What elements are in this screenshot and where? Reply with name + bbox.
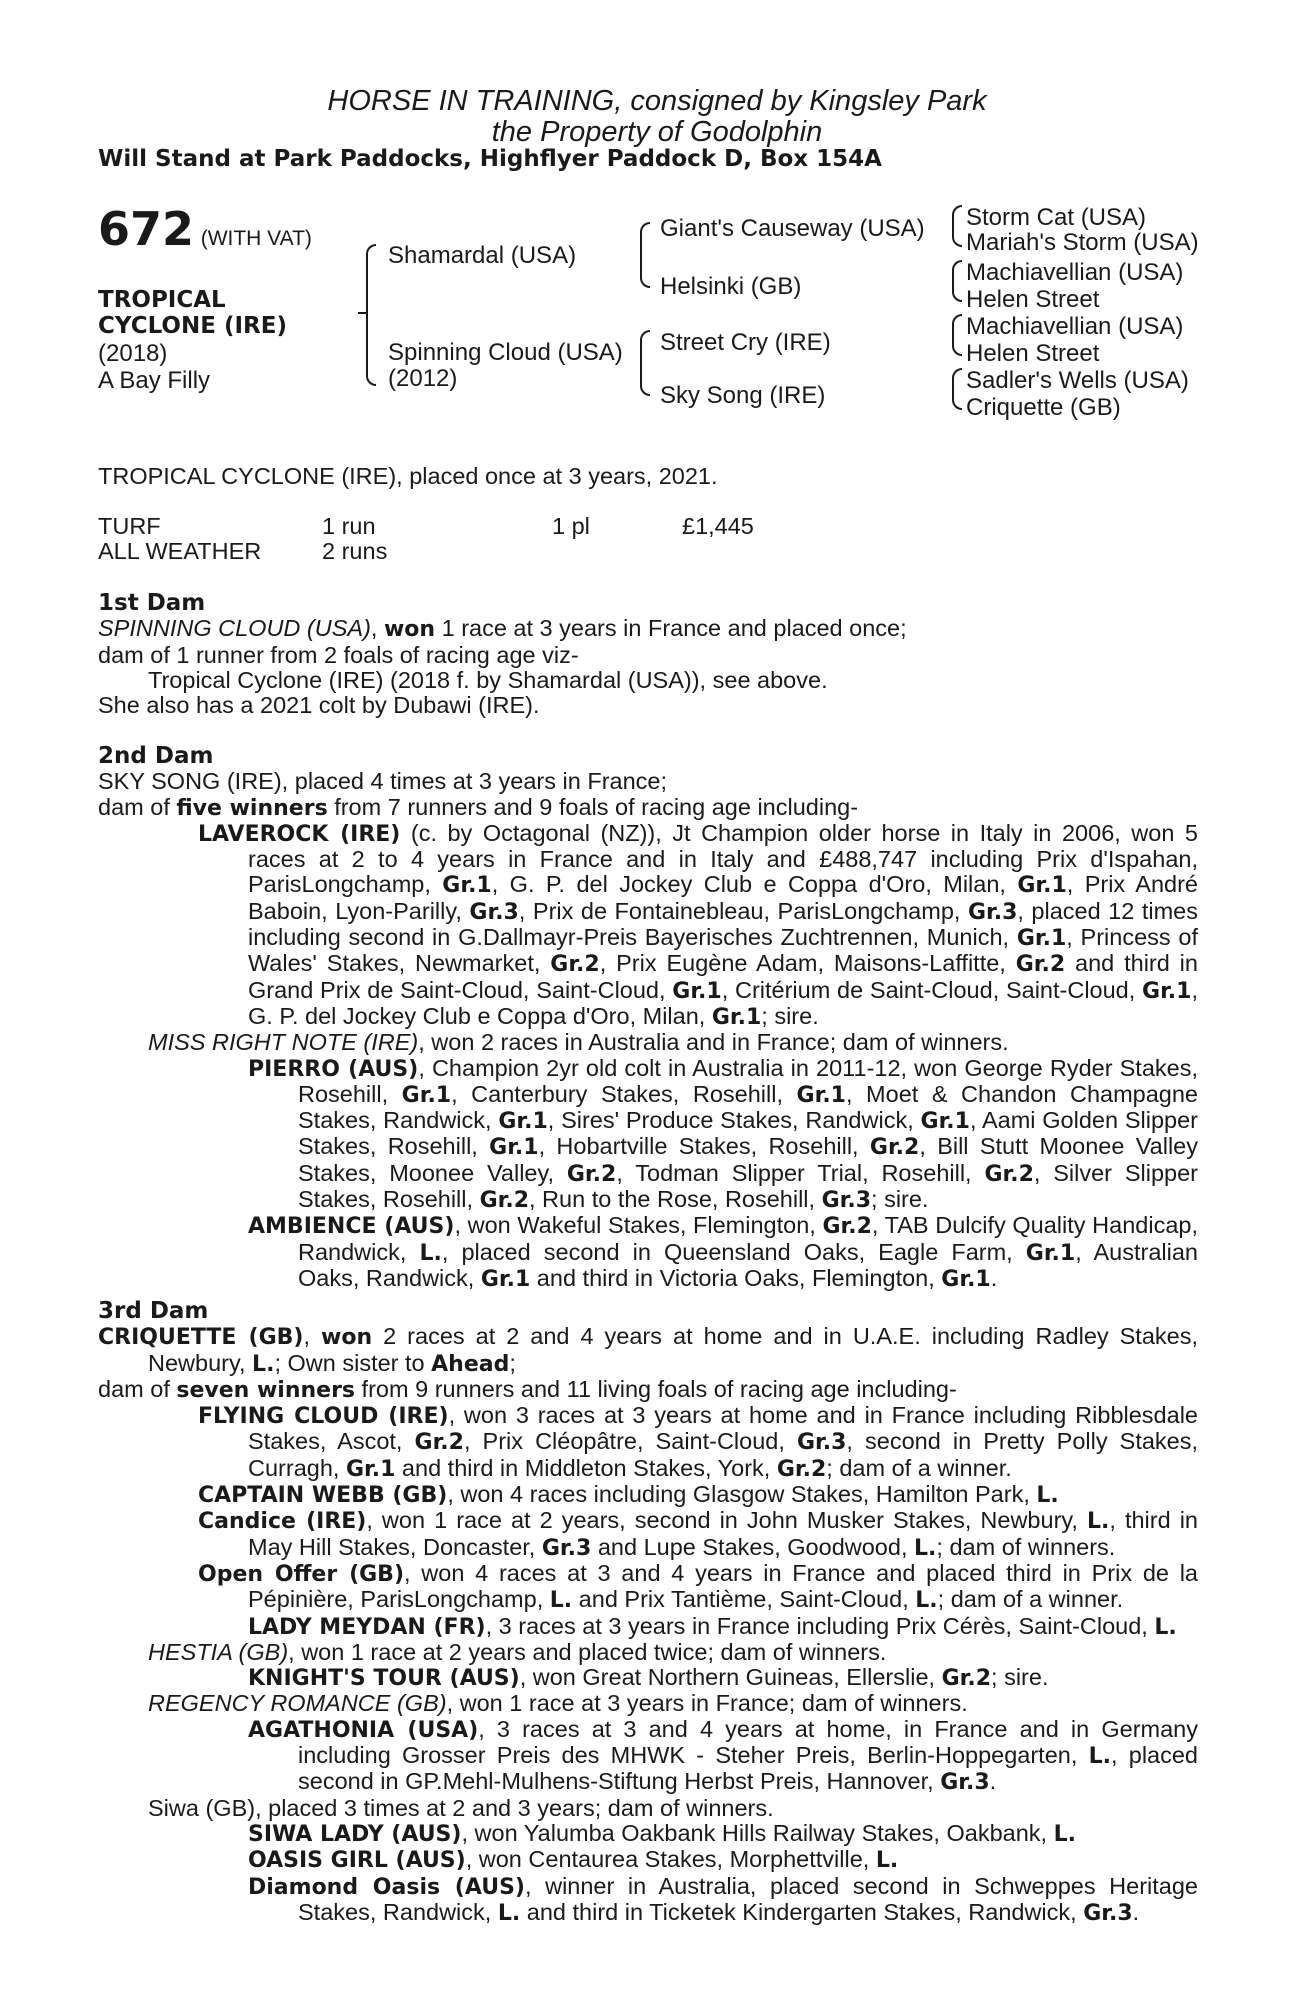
text-run: . xyxy=(989,1768,997,1795)
text-run: Gr.3 xyxy=(967,899,1018,925)
text-run: Gr.2 xyxy=(414,1430,464,1456)
pedigree-brace-dam xyxy=(640,330,650,396)
text-run: Gr.1 xyxy=(941,1266,991,1292)
text-run: ; dam of a winner. xyxy=(937,1586,1124,1613)
grandparent-2: Mariah's Storm (USA) xyxy=(966,229,1199,256)
text-run: ; Own sister to xyxy=(274,1349,432,1376)
agathonia-entry xyxy=(98,1717,1198,1796)
grandparent-3: Machiavellian (USA) xyxy=(966,259,1184,286)
text-run: Gr.2 xyxy=(566,1161,617,1187)
grandparent-1: Storm Cat (USA) xyxy=(966,204,1147,231)
first-dam-note: She also has a 2021 colt by Dubawi (IRE). xyxy=(98,692,540,719)
text-run: , Silver Slipper Stakes, Rosehill, xyxy=(298,1159,1198,1213)
text-run: L. xyxy=(419,1240,442,1266)
record-prize: £1,445 xyxy=(682,513,754,539)
diamond-oasis-entry xyxy=(98,1874,1198,1927)
text-run: , Aami Golden Slipper Stakes, Rosehill, xyxy=(298,1107,1198,1160)
text-run: , Critérium de Saint-Cloud, Saint-Cloud, xyxy=(721,976,1143,1003)
text-run: OASIS GIRL (AUS) xyxy=(248,1848,466,1874)
text-run: Gr.1 xyxy=(480,1266,531,1292)
text-run: CAPTAIN WEBB (GB) xyxy=(198,1483,448,1509)
text-run: , winner in Australia, placed second in Schweppes Heritage Stakes, Randwick, xyxy=(298,1872,1198,1925)
sire-dam: Helsinki (GB) xyxy=(660,273,802,300)
text-run: LADY MEYDAN (FR) xyxy=(248,1614,486,1640)
text-run: Diamond Oasis (AUS) xyxy=(248,1874,525,1900)
text-run: , Princess of Wales' Stakes, Newmarket, xyxy=(248,924,1199,977)
text-run: L. xyxy=(1088,1744,1111,1770)
text-run: , 3 races at 3 years in France including Prix Cérès, Saint-Cloud, xyxy=(485,1612,1155,1639)
text-run: . xyxy=(1132,1898,1140,1925)
text-run: , won 4 races at 3 and 4 years in France and placed third in Prix de la Pépinière, ParisLongchamp, xyxy=(248,1559,1198,1613)
text-run: Open Offer (GB) xyxy=(198,1561,405,1587)
text-run: Gr.2 xyxy=(822,1214,872,1240)
text-run: , placed 12 times including second in G.Dallmayr-Preis Bayerisches Zuchtrennen, Munich, xyxy=(248,897,1198,951)
text-run: Gr.3 xyxy=(796,1430,847,1456)
text-run: ; dam of a winner. xyxy=(826,1454,1012,1481)
text-run: , won Centaurea Stakes, Morphettville, xyxy=(465,1846,876,1873)
text-run: , 3 races at 3 and 4 years at home, in France and in Germany including Grosser Preis des MHWK - Steher Preis, Berlin-Hoppegarten, xyxy=(298,1715,1198,1769)
first-dam-foal: Tropical Cyclone (IRE) (2018 f. by Shamardal (USA)), see above. xyxy=(148,666,828,693)
horse-description: A Bay Filly xyxy=(98,367,211,394)
text-run: , won Great Northern Guineas, Ellerslie, xyxy=(519,1664,942,1691)
text-run: from 7 runners and 9 foals of racing age including- xyxy=(327,793,859,820)
grandparent-4: Helen Street xyxy=(966,286,1100,313)
text-run: Gr.1 xyxy=(489,1135,539,1161)
second-dam-produce xyxy=(98,795,1198,821)
grandparent-8: Criquette (GB) xyxy=(966,394,1121,421)
text-run: , won 2 races in Australia and in France; dam of winners. xyxy=(418,1029,1009,1056)
candice-entry xyxy=(98,1508,1198,1561)
text-run: Gr.1 xyxy=(1025,1240,1076,1266)
text-run: Gr.1 xyxy=(345,1456,396,1482)
text-run: Gr.3 xyxy=(1083,1900,1133,1926)
text-run: (c. by Octagonal (NZ)), Jt Champion older horse in Italy in 2006, won 5 races at 2 to 4 years in France and in Italy and £488,747 including Prix d'Ispahan, ParisLongchamp, xyxy=(248,819,1198,898)
record-surface: TURF xyxy=(98,513,161,539)
text-run: , won 3 races at 3 years at home and in France including Ribblesdale Stakes, Ascot, xyxy=(248,1402,1198,1455)
record-prize xyxy=(682,539,754,564)
text-run: ; dam of winners. xyxy=(936,1533,1116,1560)
text-run: won xyxy=(321,1325,373,1351)
lot-number: 672 xyxy=(98,202,195,256)
text-run: L. xyxy=(549,1588,573,1614)
owner-line: the Property of Godolphin xyxy=(491,116,823,148)
horse-name-line1: TROPICAL xyxy=(98,287,226,313)
record-runs: 2 runs xyxy=(322,538,388,564)
dam: Spinning Cloud (USA) xyxy=(388,339,623,366)
section-heading: 2nd Dam xyxy=(98,743,214,769)
text-run: L. xyxy=(252,1351,275,1377)
text-run: L. xyxy=(915,1588,938,1614)
grandparent-7: Sadler's Wells (USA) xyxy=(966,367,1189,394)
text-run: , Moet & Chandon Champagne Stakes, Randwick, xyxy=(298,1080,1199,1134)
text-run: , TAB Dulcify Quality Handicap, Randwick, xyxy=(298,1212,1198,1265)
siwa-entry: Siwa (GB), placed 3 times at 2 and 3 years; dam of winners. xyxy=(148,1794,774,1821)
text-run: , Canterbury Stakes, Rosehill, xyxy=(451,1080,797,1107)
text-run: , placed second in GP.Mehl-Mulhens-Stiftung Herbst Preis, Hannover, xyxy=(298,1742,1198,1795)
text-run: Gr.2 xyxy=(550,952,600,978)
vat-note: (WITH VAT) xyxy=(200,227,312,250)
section-heading: 3rd Dam xyxy=(98,1298,209,1324)
horse-name-line2: CYCLONE (IRE) xyxy=(98,313,287,339)
text-run: REGENCY ROMANCE (GB) xyxy=(148,1690,447,1717)
text-run: ; sire. xyxy=(761,1002,819,1029)
text-run: , G. P. del Jockey Club e Coppa d'Oro, Milan, xyxy=(491,871,1018,898)
text-run: , won 1 race at 2 years and placed twice; dam of winners. xyxy=(288,1638,887,1665)
text-run: and third in Middleton Stakes, York, xyxy=(395,1454,777,1481)
pedigree-brace-g4 xyxy=(952,368,962,410)
ambience-entry xyxy=(98,1213,1198,1292)
dam-sire: Street Cry (IRE) xyxy=(660,329,831,356)
text-run: 2 races at 2 and 4 years at home and in U.A.E. including Radley Stakes, Newbury, xyxy=(148,1323,1198,1376)
text-run: dam of xyxy=(98,793,177,820)
text-run: L. xyxy=(1154,1614,1177,1640)
text-run: , Prix Eugène Adam, Maisons-Laffitte, xyxy=(599,950,1016,977)
text-run: , won Wakeful Stakes, Flemington, xyxy=(454,1212,823,1239)
text-run: , placed second in Queensland Oaks, Eagle Farm, xyxy=(441,1238,1026,1265)
text-run: and Lupe Stakes, Goodwood, xyxy=(591,1533,914,1560)
grandparent-5: Machiavellian (USA) xyxy=(966,313,1184,340)
text-run: ; sire. xyxy=(871,1186,929,1213)
text-run: Gr.3 xyxy=(469,899,519,925)
text-run: , won 1 race at 2 years, second in John Musker Stakes, Newbury, xyxy=(366,1507,1087,1534)
regency-romance-entry xyxy=(98,1691,1198,1716)
text-run: Candice (IRE) xyxy=(198,1509,367,1535)
text-run: SPINNING CLOUD (USA) xyxy=(98,615,371,642)
text-run: PIERRO (AUS) xyxy=(248,1056,419,1082)
text-run: L. xyxy=(875,1848,899,1874)
text-run: , won 4 races including Glasgow Stakes, Hamilton Park, xyxy=(447,1481,1037,1508)
first-dam-line: SPINNING CLOUD (USA), won 1 race at 3 years in France and placed once; xyxy=(98,615,907,643)
text-run: , Hobartville Stakes, Rosehill, xyxy=(538,1133,870,1160)
text-run: Gr.1 xyxy=(711,1004,762,1030)
criquette-entry: CRIQUETTE (GB), won 2 races at 2 and 4 years at home and in U.A.E. including Radley Stakes, Newbury, L.; Own sister to Ahead; xyxy=(98,1323,1198,1377)
second-dam-section xyxy=(98,744,1198,1292)
grandparent-6: Helen Street xyxy=(966,340,1100,367)
text-run: and third in Grand Prix de Saint-Cloud, Saint-Cloud, xyxy=(248,950,1198,1003)
text-run: Gr.3 xyxy=(541,1535,592,1561)
text-run: , won Yalumba Oakbank Hills Railway Stakes, Oakbank, xyxy=(461,1819,1054,1846)
knights-tour-entry xyxy=(98,1665,1198,1691)
record-placed: 1 pl xyxy=(552,513,590,539)
consignor-line: HORSE IN TRAINING, consigned by Kingsley Park xyxy=(327,85,987,117)
text-run: Gr.2 xyxy=(869,1135,920,1161)
hestia-entry xyxy=(98,1640,1198,1665)
sire-sire: Giant's Causeway (USA) xyxy=(660,215,925,242)
record-placed xyxy=(552,539,682,564)
sire: Shamardal (USA) xyxy=(388,242,577,269)
miss-right-note-entry xyxy=(98,1030,1198,1055)
text-run: Gr.3 xyxy=(940,1770,990,1796)
text-run: ; xyxy=(509,1349,516,1376)
text-run: 1 race at 3 years in France and placed once; xyxy=(435,615,907,642)
stabling-line: Will Stand at Park Paddocks, Highflyer Paddock D, Box 154A xyxy=(98,146,882,172)
text-run: AMBIENCE (AUS) xyxy=(248,1214,455,1240)
text-run: , Australian Oaks, Randwick, xyxy=(298,1238,1198,1291)
text-run: HESTIA (GB) xyxy=(148,1638,289,1665)
lot-heading xyxy=(98,202,312,256)
text-run: Ahead xyxy=(431,1351,510,1377)
text-run: FLYING CLOUD (IRE) xyxy=(198,1404,449,1430)
text-run: Gr.1 xyxy=(920,1109,970,1135)
pedigree-brace-main xyxy=(366,244,376,386)
pedigree-brace-main-tip xyxy=(358,312,368,314)
text-run: Gr.2 xyxy=(776,1456,827,1482)
second-dam-line: SKY SONG (IRE), placed 4 times at 3 years in France; xyxy=(98,768,668,795)
pedigree-brace-sire xyxy=(640,222,650,288)
text-run: , won 1 race at 3 years in France; dam of winners. xyxy=(446,1690,968,1717)
lady-meydan-entry xyxy=(98,1614,1198,1640)
race-record-table xyxy=(98,514,754,564)
oasis-girl-entry xyxy=(98,1847,1198,1873)
table-row xyxy=(98,514,754,539)
pedigree-brace-g3 xyxy=(952,314,962,356)
pierro-entry xyxy=(98,1056,1198,1214)
text-run: , G. P. del Jockey Club e Coppa d'Oro, Milan, xyxy=(248,976,1198,1029)
siwa-lady-entry xyxy=(98,1821,1198,1847)
record-runs: 1 run xyxy=(322,513,376,539)
text-run: L. xyxy=(497,1900,521,1926)
text-run: CRIQUETTE (GB) xyxy=(98,1325,304,1351)
third-dam-section xyxy=(98,1299,1198,1926)
text-run: seven winners xyxy=(176,1377,356,1403)
text-run: Gr.1 xyxy=(1017,873,1067,899)
text-run: Gr.1 xyxy=(1016,926,1067,952)
table-row xyxy=(98,539,754,564)
first-dam-section xyxy=(98,591,1198,718)
text-run: ; sire. xyxy=(991,1664,1049,1691)
third-dam-produce xyxy=(98,1377,1198,1403)
race-summary: TROPICAL CYCLONE (IRE), placed once at 3 years, 2021. xyxy=(98,463,718,489)
text-run: , second in Pretty Polly Stakes, Curragh, xyxy=(248,1428,1199,1481)
text-run: Gr.3 xyxy=(821,1188,872,1214)
flying-cloud-entry xyxy=(98,1403,1198,1482)
foaling-year: (2018) xyxy=(98,340,168,367)
text-run: and third in Victoria Oaks, Flemington, xyxy=(530,1264,942,1291)
text-run: Gr.2 xyxy=(1015,952,1066,978)
text-run: MISS RIGHT NOTE (IRE) xyxy=(148,1029,419,1056)
text-run: , third in May Hill Stakes, Doncaster, xyxy=(248,1507,1199,1560)
text-run: , Prix Cléopâtre, Saint-Cloud, xyxy=(463,1428,797,1455)
pedigree-brace-g1 xyxy=(952,205,962,247)
text-run: L. xyxy=(1086,1509,1110,1535)
text-run: , Prix André Baboin, Lyon-Parilly, xyxy=(248,871,1198,924)
open-offer-entry xyxy=(98,1561,1198,1614)
text-run: AGATHONIA (USA) xyxy=(248,1717,479,1743)
text-run: Gr.2 xyxy=(941,1666,992,1692)
text-run: . xyxy=(990,1264,998,1291)
text-run: , Bill Stutt Moonee Valley Stakes, Moonee Valley, xyxy=(298,1133,1199,1186)
section-heading: 1st Dam xyxy=(98,590,206,616)
text-run: dam of xyxy=(98,1375,177,1402)
text-run: and third in Ticketek Kindergarten Stakes, Randwick, xyxy=(520,1898,1084,1925)
text-run: from 9 runners and 11 living foals of racing age including- xyxy=(355,1375,957,1402)
first-dam-produce: dam of 1 runner from 2 foals of racing age viz- xyxy=(98,641,579,668)
text-run: , Champion 2yr old colt in Australia in 2011-12, won George Ryder Stakes, Rosehill, xyxy=(298,1054,1198,1107)
text-run: KNIGHT'S TOUR (AUS) xyxy=(248,1666,520,1692)
text-run: five winners xyxy=(176,795,328,821)
text-run: and Prix Tantième, Saint-Cloud, xyxy=(572,1586,916,1613)
text-run: L. xyxy=(1053,1821,1076,1847)
text-run: , Sires' Produce Stakes, Randwick, xyxy=(547,1107,921,1134)
captain-webb-entry xyxy=(98,1482,1198,1508)
text-run: SIWA LADY (AUS) xyxy=(248,1821,462,1847)
text-run: , Run to the Rose, Rosehill, xyxy=(529,1186,822,1213)
text-run: , Todman Slipper Trial, Rosehill, xyxy=(616,1159,985,1186)
text-run: Gr.1 xyxy=(1142,978,1192,1004)
text-run: Gr.1 xyxy=(498,1109,548,1135)
dam-year: (2012) xyxy=(388,365,458,392)
text-run: Gr.2 xyxy=(479,1188,529,1214)
text-run: Gr.2 xyxy=(984,1161,1034,1187)
pedigree-brace-g2 xyxy=(952,260,962,302)
record-surface: ALL WEATHER xyxy=(98,538,262,564)
text-run: LAVEROCK (IRE) xyxy=(198,821,401,847)
text-run: Gr.1 xyxy=(672,978,722,1004)
text-run: L. xyxy=(1036,1483,1059,1509)
text-run: L. xyxy=(914,1535,937,1561)
text-run: Gr.1 xyxy=(796,1082,846,1108)
text-run: , Prix de Fontainebleau, ParisLongchamp, xyxy=(518,897,968,924)
text-run: Gr.1 xyxy=(442,873,492,899)
laverock-entry xyxy=(98,821,1198,1030)
text-run: Gr.1 xyxy=(401,1082,452,1108)
dam-dam: Sky Song (IRE) xyxy=(660,382,826,409)
text-run: won xyxy=(383,617,436,643)
